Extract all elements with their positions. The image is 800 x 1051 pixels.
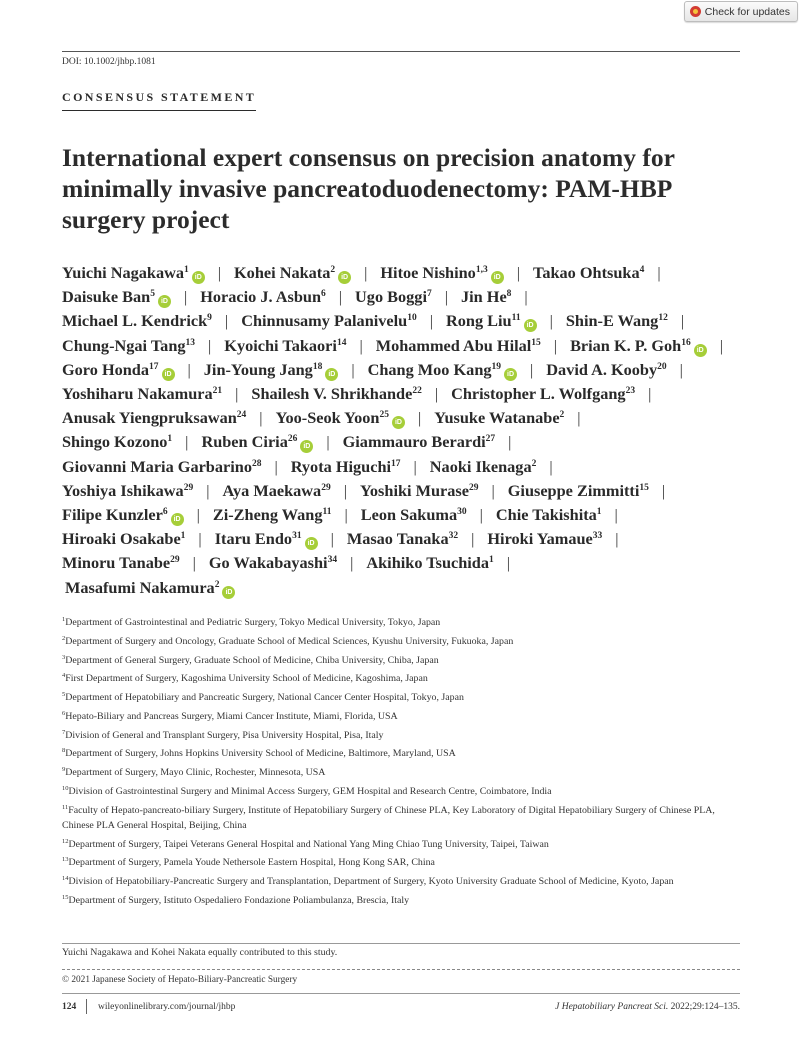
orcid-icon[interactable]: iD xyxy=(305,537,318,550)
author-separator: | xyxy=(235,384,239,404)
author-name-text: Christopher L. Wolfgang xyxy=(451,384,626,404)
author-name-text: Yusuke Watanabe xyxy=(434,408,560,428)
author-separator: | xyxy=(516,263,520,282)
equal-contribution-note: Yuichi Nagakawa and Kohei Nakata equally contributed to this study. xyxy=(62,947,338,958)
author-separator: | xyxy=(343,480,347,500)
affiliation-item xyxy=(62,837,742,852)
author-name-text: Yuichi Nagakawa xyxy=(62,263,184,282)
author-line xyxy=(62,503,752,527)
author-name xyxy=(446,311,537,330)
author-separator: | xyxy=(351,359,355,379)
author-affiliation-sup: 11 xyxy=(511,313,521,324)
affiliation-item xyxy=(62,746,742,761)
author-affiliation-sup: 1 xyxy=(167,434,173,445)
author-line xyxy=(62,576,752,600)
author-separator: | xyxy=(187,359,191,379)
author-name xyxy=(62,263,205,282)
author-name xyxy=(570,336,707,355)
author-separator: | xyxy=(183,287,188,307)
author-name-text: Go Wakabayashi xyxy=(208,553,328,573)
affiliation-number: 6 xyxy=(62,709,66,717)
header-rule xyxy=(62,51,740,52)
author-name xyxy=(461,287,511,306)
affiliation-item xyxy=(62,653,742,668)
author-name-text: Jin-Young Jang xyxy=(203,359,313,379)
author-name xyxy=(380,263,503,282)
copyright-text: © 2021 Japanese Society of Hepato-Biliary-Pancreatic Surgery xyxy=(62,975,298,985)
author-separator: | xyxy=(364,263,368,282)
author-name xyxy=(368,360,517,379)
author-name xyxy=(355,287,432,306)
author-name-text: Yoshiharu Nakamura xyxy=(62,384,213,404)
check-for-updates-button[interactable] xyxy=(684,1,798,22)
author-line xyxy=(62,430,752,454)
author-name xyxy=(62,287,171,306)
author-line xyxy=(62,406,752,430)
author-separator: | xyxy=(198,529,202,549)
author-affiliation-sup: 26 xyxy=(287,434,298,445)
author-separator: | xyxy=(719,335,723,355)
author-separator: | xyxy=(224,311,229,331)
affiliation-text: Division of Hepatobiliary-Pancreatic Surgery and Transplantation, Department of Surgery, Kyoto University Graduate School of Medicine, Kyoto, Japan xyxy=(68,876,674,888)
affiliation-text: Department of Hepatobiliary and Pancreatic Surgery, National Cancer Center Hospital, Tokyo, Japan xyxy=(65,692,464,704)
author-separator: | xyxy=(648,384,652,404)
author-name xyxy=(251,384,421,403)
author-name xyxy=(62,529,185,548)
affiliation-item xyxy=(62,728,742,743)
author-line xyxy=(62,479,752,503)
affiliation-number: 15 xyxy=(62,894,69,902)
author-name-text: Naoki Ikenaga xyxy=(429,456,532,476)
author-name xyxy=(62,553,180,572)
journal-citation xyxy=(555,1002,740,1012)
author-affiliation-sup: 17 xyxy=(149,361,159,372)
author-affiliation-sup: 11 xyxy=(322,507,332,518)
author-name-text: Aya Maekawa xyxy=(222,480,322,500)
orcid-icon[interactable]: iD xyxy=(338,271,351,284)
author-name xyxy=(508,481,649,500)
author-name xyxy=(201,432,313,451)
author-separator: | xyxy=(506,553,511,573)
author-separator: | xyxy=(344,505,348,525)
author-name xyxy=(496,505,602,524)
author-name-text: Chie Takishita xyxy=(495,505,597,525)
author-name xyxy=(215,529,318,548)
author-name-text: Horacio J. Asbun xyxy=(200,287,322,307)
author-name-text: Michael L. Kendrick xyxy=(62,311,208,331)
author-name xyxy=(62,505,184,524)
author-affiliation-sup: 29 xyxy=(183,482,194,493)
author-name-text: Anusak Yiengpruksawan xyxy=(62,408,237,428)
author-affiliation-sup: 34 xyxy=(327,555,338,566)
author-name-text: Hiroaki Osakabe xyxy=(62,529,181,549)
author-separator: | xyxy=(471,529,475,549)
author-name xyxy=(62,336,195,355)
affiliation-item xyxy=(62,855,742,870)
author-name-text: Giammauro Berardi xyxy=(342,432,486,452)
author-affiliation-sup: 14 xyxy=(336,337,347,348)
author-name xyxy=(62,311,212,330)
author-name xyxy=(343,432,496,451)
author-separator: | xyxy=(530,359,534,379)
author-affiliation-sup: 30 xyxy=(457,507,467,518)
affiliation-number: 8 xyxy=(62,747,66,755)
affiliation-item xyxy=(62,690,742,705)
affiliation-number: 4 xyxy=(62,672,66,680)
author-name xyxy=(209,553,337,572)
affiliation-number: 12 xyxy=(62,837,69,845)
author-affiliation-sup: 20 xyxy=(657,361,667,372)
author-list xyxy=(62,261,752,600)
affiliation-text: Faculty of Hepato-pancreato-biliary Surgery, Institute of Hepatobiliary Surgery of Chinese PLA, Key Laboratory of Digital Hepatobiliary Surgery of Chinese PLA, Chinese PLA General Hospital, Beijing, China xyxy=(62,804,715,831)
author-affiliation-sup: 1 xyxy=(596,507,602,518)
citation-volume: 2022;29:124–135. xyxy=(668,1002,740,1012)
author-affiliation-sup: 23 xyxy=(625,386,636,397)
orcid-icon[interactable]: iD xyxy=(524,319,537,332)
affiliation-item xyxy=(62,634,742,649)
author-name-text: Shin-E Wang xyxy=(565,311,659,331)
author-line xyxy=(62,334,752,358)
author-affiliation-sup: 10 xyxy=(407,313,417,324)
dashed-divider xyxy=(62,969,740,970)
author-name-text: Rong Liu xyxy=(445,311,512,331)
author-line xyxy=(62,551,752,575)
author-affiliation-sup: 21 xyxy=(212,386,223,397)
author-name xyxy=(291,457,401,476)
author-name-text: Chang Moo Kang xyxy=(367,359,492,379)
author-separator: | xyxy=(491,480,495,500)
author-affiliation-sup: 2 xyxy=(214,579,220,590)
author-affiliation-sup: 16 xyxy=(681,337,691,348)
affiliation-number: 1 xyxy=(62,616,66,623)
author-affiliation-sup: 12 xyxy=(658,313,668,324)
author-name-text: Giovanni Maria Garbarino xyxy=(62,456,252,476)
author-separator: | xyxy=(549,311,553,331)
author-line xyxy=(62,309,752,333)
author-name xyxy=(224,336,346,355)
author-name xyxy=(276,408,405,427)
article-title: International expert consensus on precision anatomy for minimally invasive pancreatoduodenectomy: PAM-HBP surgery project xyxy=(62,143,675,234)
author-separator: | xyxy=(615,529,619,549)
page-number: 124 xyxy=(62,1002,77,1012)
author-name xyxy=(62,457,261,476)
author-separator: | xyxy=(338,287,343,307)
author-affiliation-sup: 1 xyxy=(184,265,189,275)
author-name-text: Chinnusamy Palanivelu xyxy=(241,311,408,331)
crossmark-icon xyxy=(690,6,701,17)
author-affiliation-sup: 13 xyxy=(185,337,196,348)
author-separator: | xyxy=(413,456,417,476)
author-separator: | xyxy=(185,432,189,452)
author-name-text: Yoo-Seok Yoon xyxy=(275,408,380,428)
author-affiliation-sup: 2 xyxy=(559,410,565,421)
author-affiliation-sup: 24 xyxy=(236,410,247,421)
footer-divider xyxy=(86,999,87,1014)
affiliation-number: 9 xyxy=(62,766,66,774)
check-for-updates-label: Check for updates xyxy=(704,5,790,18)
author-separator: | xyxy=(326,432,330,452)
affiliation-text: Department of General Surgery, Graduate School of Medicine, Chiba University, Chiba, Japan xyxy=(65,654,439,666)
orcid-icon[interactable]: iD xyxy=(491,271,504,284)
author-name-text: Ugo Boggi xyxy=(355,287,427,307)
affiliation-item xyxy=(62,671,742,686)
author-affiliation-sup: 17 xyxy=(391,458,401,469)
author-separator: | xyxy=(192,553,196,573)
author-name-text: Yoshiya Ishikawa xyxy=(62,480,184,500)
article-type-label: CONSENSUS STATEMENT xyxy=(62,90,256,111)
author-separator: | xyxy=(196,505,200,525)
author-name-text: Yoshiki Murase xyxy=(359,480,469,500)
affiliation-text: Department of Surgery and Oncology, Graduate School of Medical Sciences, Kyushu University, Fukuoka, Japan xyxy=(65,635,514,647)
author-separator: | xyxy=(577,408,581,428)
doi-text: DOI: 10.1002/jhbp.1081 xyxy=(62,57,156,67)
affiliation-number: 7 xyxy=(62,728,66,736)
author-separator: | xyxy=(274,456,278,476)
author-name xyxy=(62,384,222,403)
author-line xyxy=(62,285,752,309)
author-affiliation-sup: 15 xyxy=(531,337,541,348)
author-separator: | xyxy=(359,335,363,355)
author-separator: | xyxy=(553,335,558,355)
journal-url-link[interactable]: wileyonlinelibrary.com/journal/jhbp xyxy=(98,1002,236,1012)
author-name xyxy=(241,311,417,330)
affiliation-list xyxy=(62,615,742,912)
author-affiliation-sup: 4 xyxy=(639,265,645,275)
author-name xyxy=(361,505,467,524)
affiliation-text: First Department of Surgery, Kagoshima University School of Medicine, Kagoshima, Japan xyxy=(65,673,428,685)
author-line xyxy=(62,358,752,382)
orcid-icon[interactable]: iD xyxy=(192,271,205,284)
orcid-icon[interactable]: iD xyxy=(222,586,235,599)
author-separator: | xyxy=(614,505,618,525)
affiliation-item xyxy=(62,709,742,724)
affiliation-number: 11 xyxy=(62,803,69,811)
affiliation-number: 3 xyxy=(62,653,66,661)
author-line xyxy=(62,527,752,551)
author-affiliation-sup: 28 xyxy=(251,458,262,469)
affiliation-text: Department of Surgery, Taipei Veterans General Hospital and National Yang Ming Chiao Tung University, Taipei, Taiwan xyxy=(68,838,549,850)
affiliation-item xyxy=(62,784,742,799)
author-affiliation-sup: 18 xyxy=(312,361,323,372)
author-name xyxy=(487,529,602,548)
author-name-text: Minoru Tanabe xyxy=(62,553,171,573)
author-affiliation-sup: 31 xyxy=(292,531,302,542)
author-name xyxy=(533,263,644,282)
author-name-text: Itaru Endo xyxy=(214,529,293,549)
author-name-text: David A. Kooby xyxy=(546,359,658,379)
author-name-text: Leon Sakuma xyxy=(360,505,458,525)
orcid-icon[interactable]: iD xyxy=(694,344,707,357)
affiliation-text: Hepato-Biliary and Pancreas Surgery, Miami Cancer Institute, Miami, Florida, USA xyxy=(65,710,398,722)
affiliation-item xyxy=(62,765,742,780)
footnote-rule xyxy=(62,943,740,944)
author-name xyxy=(451,384,635,403)
author-separator: | xyxy=(679,359,683,379)
author-affiliation-sup: 2 xyxy=(330,265,336,275)
author-affiliation-sup: 1,3 xyxy=(475,265,488,275)
author-name-text: Kohei Nakata xyxy=(234,263,331,282)
orcid-icon[interactable]: iD xyxy=(162,368,175,381)
author-affiliation-sup: 25 xyxy=(379,410,389,421)
affiliation-number: 5 xyxy=(62,691,66,699)
author-separator: | xyxy=(479,505,483,525)
author-affiliation-sup: 15 xyxy=(639,482,649,493)
author-affiliation-sup: 6 xyxy=(162,507,168,518)
author-affiliation-sup: 9 xyxy=(207,313,212,324)
affiliation-number: 2 xyxy=(62,634,66,642)
author-separator: | xyxy=(206,480,210,500)
author-affiliation-sup: 7 xyxy=(426,289,432,300)
author-affiliation-sup: 1 xyxy=(489,555,494,566)
orcid-icon[interactable]: iD xyxy=(158,295,171,308)
author-name-text: Akihiko Tsuchida xyxy=(366,553,490,573)
author-name xyxy=(434,408,564,427)
author-affiliation-sup: 19 xyxy=(491,361,502,372)
author-name xyxy=(62,408,246,427)
author-name xyxy=(566,311,668,330)
author-affiliation-sup: 22 xyxy=(412,386,422,397)
footer-rule xyxy=(62,993,740,994)
orcid-icon[interactable]: iD xyxy=(300,440,313,453)
author-affiliation-sup: 29 xyxy=(468,482,479,493)
author-name-text: Takao Ohtsuka xyxy=(532,263,640,282)
author-name-text: Filipe Kunzler xyxy=(62,505,163,525)
author-name xyxy=(213,505,332,524)
author-name-text: Mohammed Abu Hilal xyxy=(375,335,532,355)
affiliation-item xyxy=(62,893,742,908)
affiliation-text: Department of Surgery, Mayo Clinic, Rochester, Minnesota, USA xyxy=(65,767,326,779)
affiliation-item xyxy=(62,615,742,630)
author-separator: | xyxy=(549,456,553,476)
author-affiliation-sup: 5 xyxy=(150,289,155,300)
journal-abbrev: J Hepatobiliary Pancreat Sci. xyxy=(555,1002,669,1012)
author-separator: | xyxy=(524,287,528,307)
affiliation-item xyxy=(62,874,742,889)
author-name xyxy=(546,360,666,379)
affiliation-text: Department of Surgery, Pamela Youde Nethersole Eastern Hospital, Hong Kong SAR, China xyxy=(68,857,435,869)
author-name-text: Kyoichi Takaori xyxy=(224,335,337,355)
author-name-text: Goro Honda xyxy=(62,359,150,379)
author-affiliation-sup: 29 xyxy=(321,482,331,493)
author-name-text: Shailesh V. Shrikhande xyxy=(251,384,413,404)
author-name xyxy=(366,553,493,572)
author-separator: | xyxy=(350,553,354,573)
affiliation-text: Department of Gastrointestinal and Pediatric Surgery, Tokyo Medical University, Tokyo, Japan xyxy=(65,617,441,628)
author-affiliation-sup: 1 xyxy=(180,531,186,542)
author-name xyxy=(62,481,193,500)
author-separator: | xyxy=(217,263,222,282)
author-name-text: Masao Tanaka xyxy=(346,529,449,549)
author-name-text: Jin He xyxy=(460,287,507,307)
affiliation-number: 10 xyxy=(62,785,69,793)
author-separator: | xyxy=(680,311,685,331)
orcid-icon[interactable]: iD xyxy=(171,513,184,526)
affiliation-number: 13 xyxy=(62,856,69,864)
author-line xyxy=(62,261,752,285)
affiliation-text: Department of Surgery, Istituto Ospedaliero Fondazione Poliambulanza, Brescia, Italy xyxy=(68,895,410,907)
author-affiliation-sup: 27 xyxy=(485,434,496,445)
orcid-icon[interactable]: iD xyxy=(504,368,517,381)
author-name xyxy=(376,336,541,355)
affiliation-text: Department of Surgery, Johns Hopkins University School of Medicine, Baltimore, Maryland, USA xyxy=(65,748,456,760)
author-affiliation-sup: 2 xyxy=(531,458,537,469)
affiliation-item xyxy=(62,803,742,833)
author-name xyxy=(430,457,537,476)
affiliation-text: Division of Gastrointestinal Surgery and Minimal Access Surgery, GEM Hospital and Research Centre, Coimbatore, India xyxy=(68,786,552,798)
author-line xyxy=(62,382,752,406)
author-affiliation-sup: 32 xyxy=(448,531,459,542)
author-name xyxy=(62,360,175,379)
author-separator: | xyxy=(657,263,661,282)
author-line xyxy=(62,455,752,479)
author-name xyxy=(204,360,339,379)
author-name-text: Masafumi Nakamura xyxy=(65,577,215,597)
author-affiliation-sup: 8 xyxy=(506,289,512,300)
author-separator: | xyxy=(434,384,439,404)
author-name xyxy=(222,481,330,500)
orcid-icon[interactable]: iD xyxy=(392,416,405,429)
author-separator: | xyxy=(661,480,666,500)
author-separator: | xyxy=(429,311,433,331)
author-separator: | xyxy=(417,408,422,428)
author-separator: | xyxy=(208,335,212,355)
author-name-text: Hitoe Nishino xyxy=(380,263,476,282)
affiliation-number: 14 xyxy=(62,875,69,883)
author-name-text: Brian K. P. Goh xyxy=(570,335,682,355)
author-name-text: Hiroki Yamaue xyxy=(487,529,593,549)
author-separator: | xyxy=(444,287,448,307)
author-name-text: Giuseppe Zimmitti xyxy=(507,480,640,500)
author-name xyxy=(234,263,351,282)
author-name-text: Daisuke Ban xyxy=(62,287,151,307)
author-separator: | xyxy=(330,529,334,549)
author-name-text: Zi-Zheng Wang xyxy=(212,505,323,525)
author-name-text: Ryota Higuchi xyxy=(290,456,392,476)
author-separator: | xyxy=(508,432,512,452)
author-name-text: Chung-Ngai Tang xyxy=(62,335,186,355)
orcid-icon[interactable]: iD xyxy=(325,368,338,381)
author-name xyxy=(65,578,235,597)
author-affiliation-sup: 33 xyxy=(592,531,603,542)
author-name-text: Ruben Ciria xyxy=(201,432,288,452)
author-separator: | xyxy=(259,408,263,428)
affiliation-text: Division of General and Transplant Surgery, Pisa University Hospital, Pisa, Italy xyxy=(65,729,384,741)
author-name-text: Shingo Kozono xyxy=(62,432,168,452)
author-name xyxy=(347,529,458,548)
author-name xyxy=(62,432,172,451)
author-name xyxy=(200,287,326,306)
author-affiliation-sup: 6 xyxy=(321,289,326,300)
author-affiliation-sup: 29 xyxy=(170,555,180,566)
author-name xyxy=(360,481,479,500)
